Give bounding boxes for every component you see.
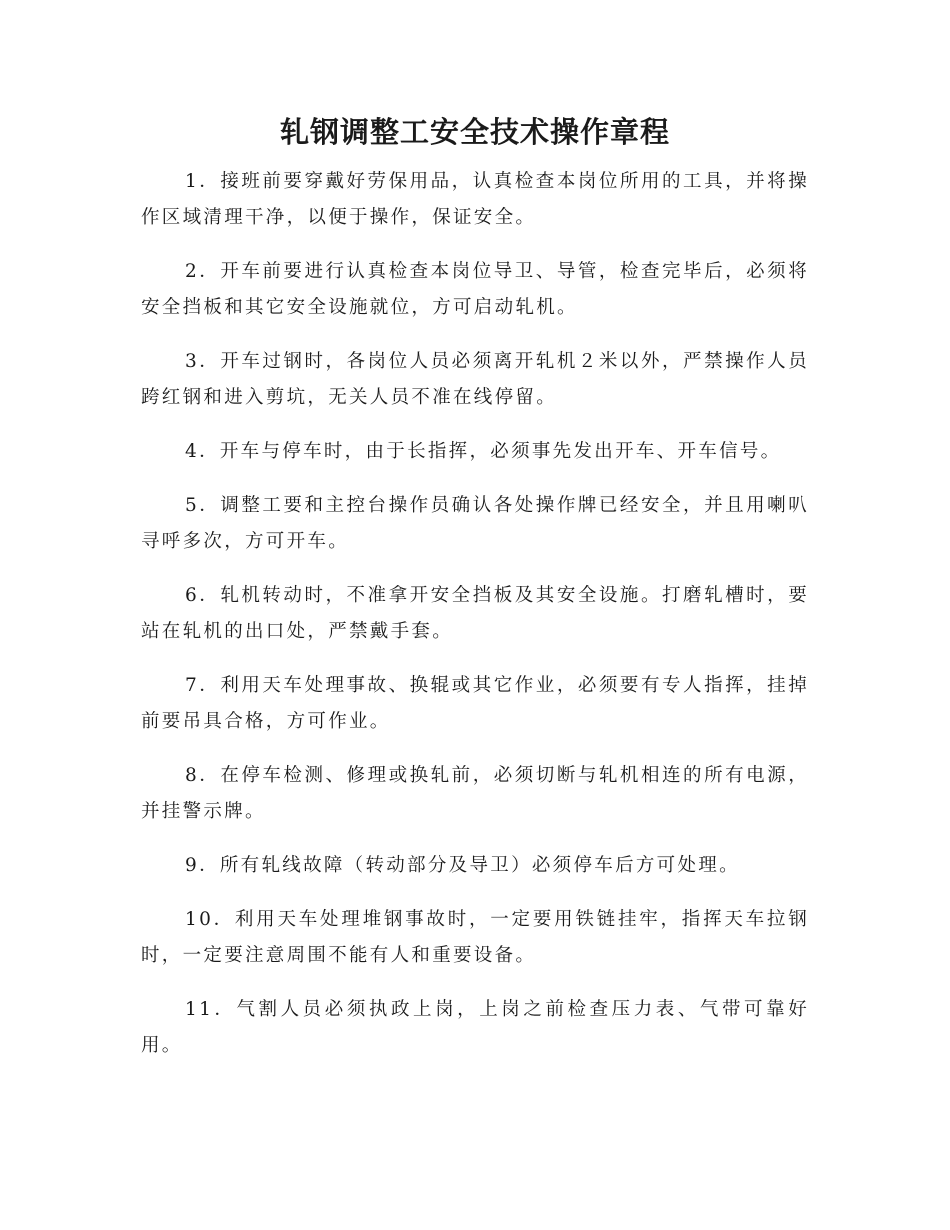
- rule-paragraph-11: 11．气割人员必须执政上岗，上岗之前检查压力表、气带可靠好用。: [141, 999, 809, 1056]
- rule-paragraph-4: 4．开车与停车时，由于长指挥，必须事先发出开车、开车信号。: [185, 441, 782, 462]
- rule-paragraph-10: 10．利用天车处理堆钢事故时，一定要用铁链挂牢，指挥天车拉钢时，一定要注意周围不能有人和重要设备。: [141, 909, 809, 966]
- rule-paragraph-2: 2．开车前要进行认真检查本岗位导卫、导管，检查完毕后，必须将安全挡板和其它安全设施就位，方可启动轧机。: [141, 261, 809, 318]
- rule-paragraph-8: 8．在停车检测、修理或换轧前，必须切断与轧机相连的所有电源，并挂警示牌。: [141, 765, 809, 822]
- rule-paragraph-3: 3．开车过钢时，各岗位人员必须离开轧机２米以外，严禁操作人员跨红钢和进入剪坑，无关人员不准在线停留。: [141, 351, 809, 408]
- rule-paragraph-9: 9．所有轧线故障（转动部分及导卫）必须停车后方可处理。: [185, 855, 740, 876]
- rule-paragraph-6: 6．轧机转动时，不准拿开安全挡板及其安全设施。打磨轧槽时，要站在轧机的出口处，严禁戴手套。: [141, 585, 809, 642]
- rule-paragraph-5: 5．调整工要和主控台操作员确认各处操作牌已经安全，并且用喇叭寻呼多次，方可开车。: [141, 495, 809, 552]
- document-body: [141, 164, 809, 1082]
- rule-paragraph-7: 7．利用天车处理事故、换辊或其它作业，必须要有专人指挥，挂掉前要吊具合格，方可作业。: [141, 675, 809, 732]
- document-title: 轧钢调整工安全技术操作章程: [279, 115, 670, 149]
- rule-paragraph-1: 1．接班前要穿戴好劳保用品，认真检查本岗位所用的工具，并将操作区域清理干净，以便于操作，保证安全。: [141, 171, 809, 228]
